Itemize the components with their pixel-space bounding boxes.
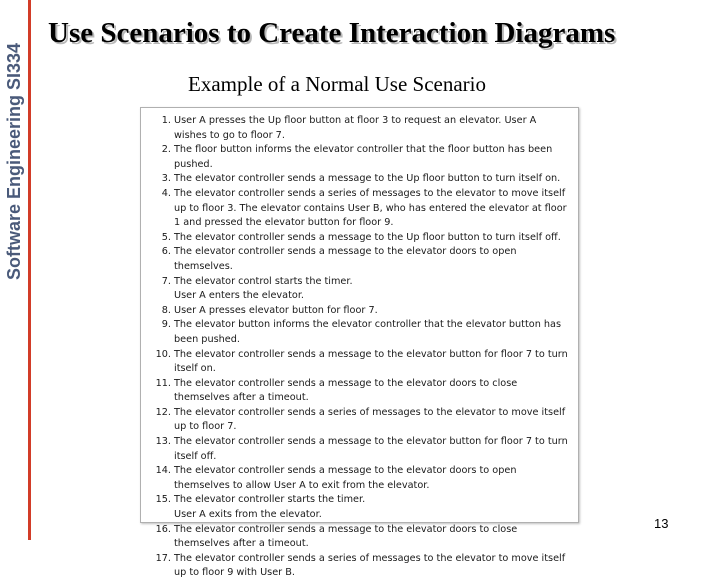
step-text: The elevator controller sends a series of messages to the elevator to move itself up to floor 7.: [174, 406, 566, 433]
scenario-step: [141, 348, 572, 377]
step-text: The floor button informs the elevator controller that the floor button has been pushed.: [174, 144, 553, 170]
step-number: 8.: [161, 304, 171, 316]
step-number: 11.: [155, 377, 171, 389]
scenario-step: [141, 114, 572, 143]
step-number: 1.: [161, 115, 171, 126]
scenario-step: [141, 245, 572, 274]
scenario-steps: [141, 108, 578, 581]
step-number: 16.: [155, 523, 171, 535]
step-text: The elevator controller sends a message to the Up floor button to turn itself on.: [174, 173, 561, 185]
step-text: The elevator controller sends a series of messages to the elevator to move itself up to floor 3. The elevator contains User B, who has entered the elevator at floor 1 and pressed the elevator button for floor 9.: [174, 187, 567, 229]
step-text: The elevator controller sends a message to the elevator doors to close themselves after a timeout.: [174, 377, 518, 404]
step-text: The elevator controller sends a series of messages to the elevator to move itself up to floor 9 with User B.: [174, 552, 566, 579]
step-number: 17.: [155, 552, 171, 564]
step-number: 7.: [161, 275, 171, 287]
course-label: Software Engineering SI334: [4, 42, 24, 280]
scenario-step: [141, 464, 572, 493]
step-number: 9.: [161, 319, 171, 331]
step-text: The elevator controller starts the timer. User A exits from the elevator.: [174, 494, 366, 521]
scenario-step: [141, 143, 572, 172]
step-number: 12.: [155, 406, 171, 418]
sidebar-divider: [28, 0, 31, 540]
step-number: 2.: [161, 144, 171, 156]
step-number: 10.: [155, 348, 171, 360]
step-text: The elevator controller sends a message to the elevator button for floor 7 to turn itself on.: [174, 348, 568, 375]
scenario-step: [141, 552, 572, 581]
step-number: 15.: [155, 494, 171, 506]
scenario-step: [141, 406, 572, 435]
step-number: 5.: [161, 231, 171, 243]
slide-title: Use Scenarios to Create Interaction Diagrams: [48, 17, 616, 49]
scenario-step: [141, 172, 572, 187]
step-text: The elevator controller sends a message to the elevator doors to open themselves to allow User A to exit from the elevator.: [174, 465, 517, 491]
scenario-step: [141, 377, 572, 406]
scenario-step: [141, 231, 572, 246]
scenario-step: [141, 318, 572, 347]
scenario-step: [141, 435, 572, 464]
scenario-step: [141, 187, 572, 231]
step-text: User A presses the Up floor button at floor 3 to request an elevator. User A wishes to go to floor 7.: [174, 115, 537, 141]
step-number: 4.: [161, 187, 171, 199]
step-text: The elevator button informs the elevator controller that the elevator button has been pushed.: [174, 319, 562, 345]
step-text: The elevator controller sends a message to the Up floor button to turn itself off.: [174, 231, 561, 243]
scenario-step: [141, 523, 572, 552]
step-number: 14.: [155, 465, 171, 477]
scenario-panel: [140, 107, 579, 579]
step-number: 6.: [161, 246, 171, 258]
scenario-step: [141, 493, 572, 522]
step-text: The elevator control starts the timer. User A enters the elevator.: [174, 275, 353, 302]
step-number: 3.: [161, 173, 171, 185]
sidebar: [0, 0, 32, 540]
step-text: The elevator controller sends a message to the elevator doors to close themselves after a timeout.: [174, 523, 518, 550]
step-text: The elevator controller sends a message to the elevator doors to open themselves.: [174, 246, 517, 272]
page-number: 13: [654, 516, 669, 531]
slide-subtitle: Example of a Normal Use Scenario: [188, 72, 486, 96]
scenario-step: [141, 275, 572, 304]
scenario-step: [141, 304, 572, 319]
step-number: 13.: [155, 436, 171, 448]
step-text: User A presses elevator button for floor 7.: [174, 304, 378, 316]
step-text: The elevator controller sends a message to the elevator button for floor 7 to turn itself off.: [174, 436, 568, 462]
